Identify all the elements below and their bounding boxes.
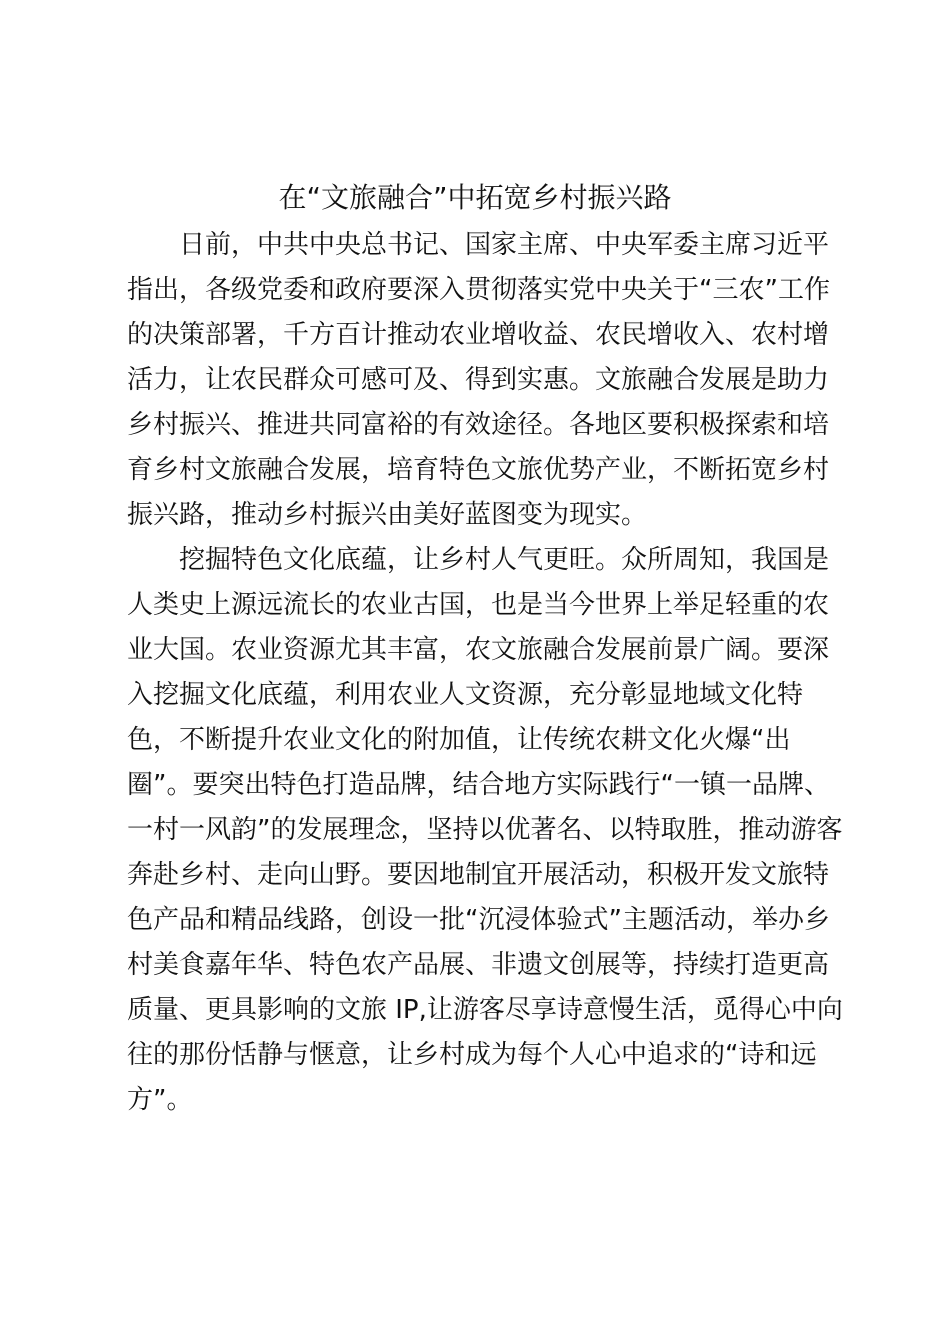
document-title: 在“文旅融合”中拓宽乡村振兴路 [278, 181, 672, 214]
paragraph-line: 育乡村文旅融合发展，培育特色文旅优势产业，不断拓宽乡村 [127, 455, 830, 485]
paragraph-line: 乡村振兴、推进共同富裕的有效途径。各地区要积极探索和培 [127, 410, 830, 440]
paragraph-line: 往的那份恬静与惬意，让乡村成为每个人心中追求的“诗和远 [127, 1040, 817, 1070]
paragraph-line: 色，不断提升农业文化的附加值，让传统农耕文化火爆“出 [127, 725, 791, 755]
paragraph-line: 圈”。要突出特色打造品牌，结合地方实际践行“一镇一品牌、 [127, 770, 830, 800]
paragraph-line: 活力，让农民群众可感可及、得到实惠。文旅融合发展是助力 [127, 365, 830, 395]
paragraph-line: 振兴路，推动乡村振兴由美好蓝图变为现实。 [127, 500, 648, 530]
paragraph-line: 的决策部署，千方百计推动农业增收益、农民增收入、农村增 [127, 320, 830, 350]
paragraph-line: 人类史上源远流长的农业古国，也是当今世界上举足轻重的农 [127, 590, 830, 620]
paragraph-line: 一村一风韵”的发展理念，坚持以优著名、以特取胜，推动游客 [127, 815, 843, 845]
paragraph-line: 入挖掘文化底蕴，利用农业人文资源，充分彰显地域文化特 [127, 680, 804, 710]
paragraph-line: 色产品和精品线路，创设一批“沉浸体验式”主题活动，举办乡 [127, 905, 830, 935]
paragraph-line: 奔赴乡村、走向山野。要因地制宜开展活动，积极开发文旅特 [127, 860, 830, 890]
paragraph-line: 方”。 [127, 1085, 193, 1115]
paragraph-line: 日前，中共中央总书记、国家主席、中央军委主席习近平 [179, 230, 830, 260]
paragraph-line: 业大国。农业资源尤其丰富，农文旅融合发展前景广阔。要深 [127, 635, 830, 665]
paragraph-line: 挖掘特色文化底蕴，让乡村人气更旺。众所周知，我国是 [179, 545, 830, 575]
paragraph-line: 指出，各级党委和政府要深入贯彻落实党中央关于“三农”工作 [127, 275, 830, 305]
paragraph-line: 村美食嘉年华、特色农产品展、非遗文创展等，持续打造更高 [127, 950, 830, 980]
paragraph-line: 质量、更具影响的文旅 IP,让游客尽享诗意慢生活，觅得心中向 [127, 995, 843, 1025]
